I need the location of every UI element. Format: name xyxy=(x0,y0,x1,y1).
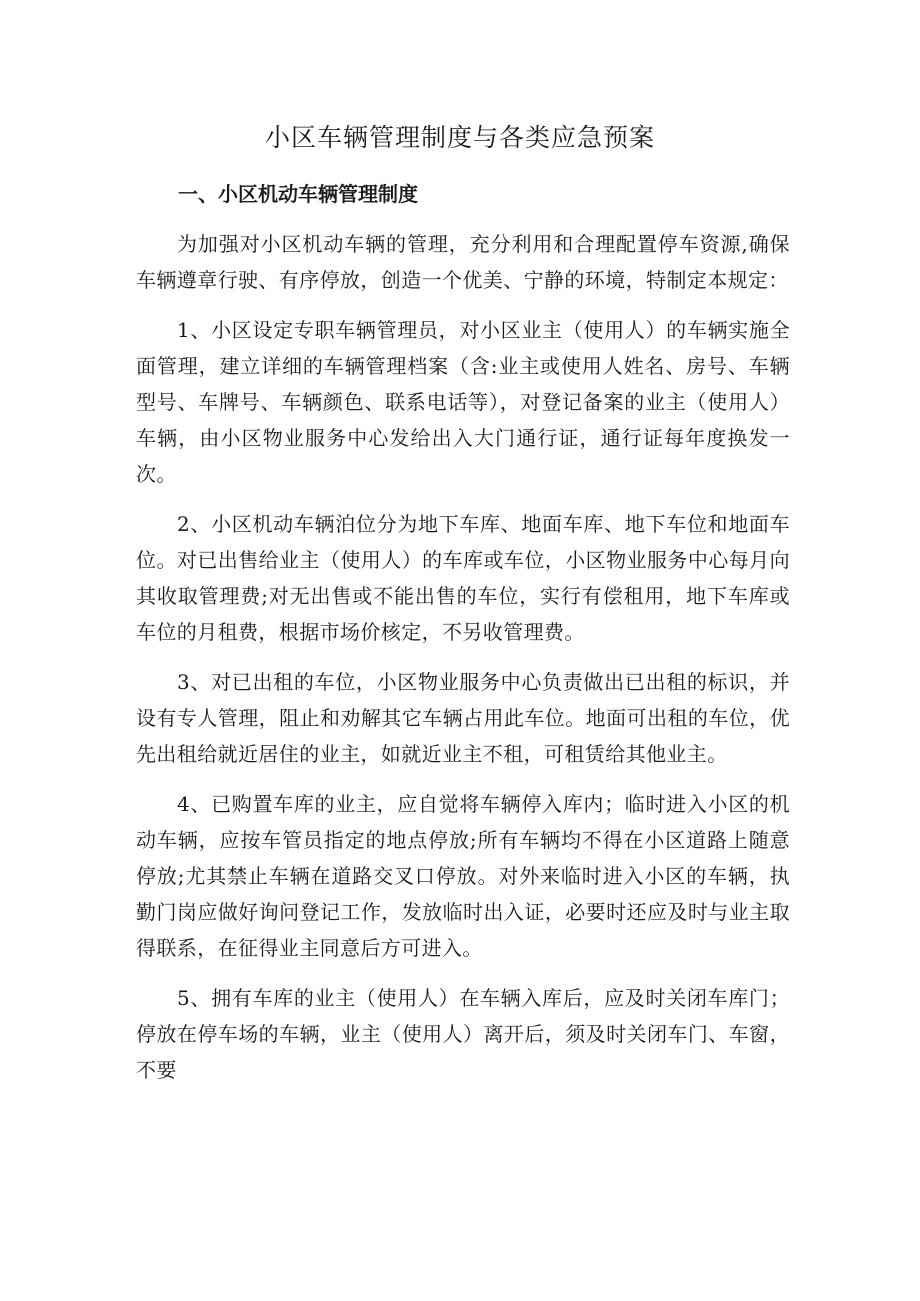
paragraph-intro: 为加强对小区机动车辆的管理，充分利用和合理配置停车资源,确保车辆遵章行驶、有序停放，创造一个优美、宁静的环境，特制定本规定： xyxy=(136,232,790,292)
document-body xyxy=(136,226,790,1102)
document-title: 小区车辆管理制度与各类应急预案 xyxy=(264,123,655,152)
paragraph-rule-5: 5、拥有车库的业主（使用人）在车辆入库后，应及时关闭车库门；停放在停车场的车辆，业主（使用人）离开后，须及时关闭车门、车窗，不要 xyxy=(136,986,790,1082)
paragraph-rule-1: 1、小区设定专职车辆管理员，对小区业主（使用人）的车辆实施全面管理，建立详细的车辆管理档案（含:业主或使用人姓名、房号、车辆型号、车牌号、车辆颜色、联系电话等），对登记备案的业主（使用人）车辆，由小区物业服务中心发给出入大门通行证，通行证每年度换发一次。 xyxy=(136,318,790,486)
paragraph-rule-3: 3、对已出租的车位，小区物业服务中心负责做出已出租的标识，并设有专人管理，阻止和劝解其它车辆占用此车位。地面可出租的车位，优先出租给就近居住的业主，如就近业主不租，可租赁给其他业主。 xyxy=(136,670,790,766)
paragraph-rule-4: 4、已购置车库的业主，应自觉将车辆停入库内；临时进入小区的机动车辆，应按车管员指定的地点停放;所有车辆均不得在小区道路上随意停放;尤其禁止车辆在道路交叉口停放。对外来临时进入小区的车辆，执勤门岗应做好询问登记工作，发放临时出入证，必要时还应及时与业主取得联系，在征得业主同意后方可进入。 xyxy=(136,792,790,960)
paragraph-rule-2: 2、小区机动车辆泊位分为地下车库、地面车库、地下车位和地面车位。对已出售给业主（使用人）的车库或车位，小区物业服务中心每月向其收取管理费;对无出售或不能出售的车位，实行有偿租用，地下车库或车位的月租费，根据市场价核定，不另收管理费。 xyxy=(136,512,790,644)
section-heading: 一、小区机动车辆管理制度 xyxy=(178,182,418,206)
